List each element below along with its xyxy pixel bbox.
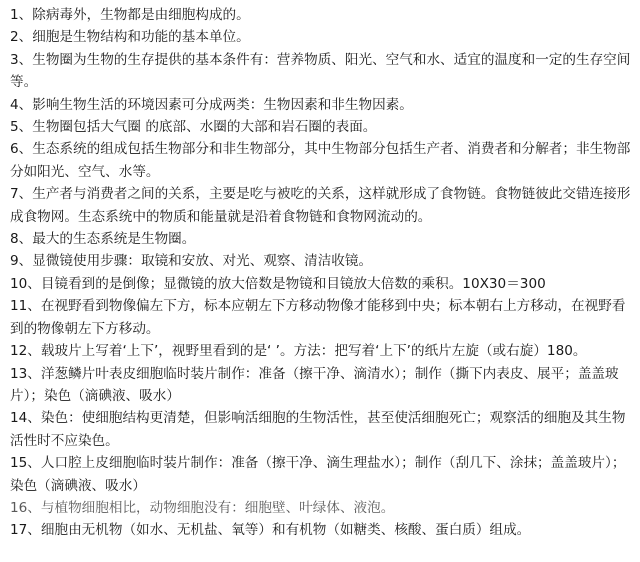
list-item: 1、除病毒外，生物都是由细胞构成的。 [10,7,250,23]
list-item: 3、生物圈为生物的生存提供的基本条件有：营养物质、阳光、空气和水、适宜的温度和一定的生存空间等。 [10,51,631,91]
list-item: 9、显微镜使用步骤：取镜和安放、对光、观察、清洁收镜。 [10,253,373,270]
list-item: 12、载玻片上写着‘上下’，视野里看到的是‘ ’。方法：把写着‘上下’的纸片左旋（或右旋）180。 [10,343,587,360]
list-item: 2、细胞是生物结构和功能的基本单位。 [10,29,250,46]
list-item: 8、最大的生态系统是生物圈。 [10,231,196,248]
list-item: 11、在视野看到物像偏左下方，标本应朝左下方移动物像才能移到中央；标本朝右上方移动，在视野看到的物像朝左下方移动。 [10,298,626,337]
list-item: 10、目镜看到的是倒像；显微镜的放大倍数是物镜和目镜放大倍数的乘积。10X30＝300 [10,275,546,292]
list-item: 6、生态系统的组成包括生物部分和非生物部分，其中生物部分包括生产者、消费者和分解者；非生物部分如阳光、空气、水等。 [10,141,631,180]
list-item: 4、影响生物生活的环境因素可分成两类：生物因素和非生物因素。 [10,96,413,113]
list-item: 16、与植物细胞相比，动物细胞没有：细胞壁、叶绿体、液泡。 [10,499,395,516]
list-item: 15、人口腔上皮细胞临时装片制作：准备（擦干净、滴生理盐水）；制作（刮几下、涂抹；盖盖玻片）；染色（滴碘液、吸水） [10,455,626,494]
list-item: 14、染色：使细胞结构更清楚，但影响活细胞的生物活性，甚至使活细胞死亡；观察活的细胞及其生物活性时不应染色。 [10,410,626,449]
list-item: 17、细胞由无机物（如水、无机盐、氧等）和有机物（如糖类、核酸、蛋白质）组成。 [10,522,531,539]
list-item: 13、洋葱鳞片叶表皮细胞临时装片制作：准备（擦干净、滴清水）；制作（撕下内表皮、展平；盖盖玻片）；染色（滴碘液、吸水） [10,365,619,404]
list-item: 7、生产者与消费者之间的关系，主要是吃与被吃的关系，这样就形成了食物链。食物链彼此交错连接形成食物网。生态系统中的物质和能量就是沿着食物链和食物网流动的。 [10,186,631,225]
list-item: 5、生物圈包括大气圈 的底部、水圈的大部和岩石圈的表面。 [10,119,377,136]
